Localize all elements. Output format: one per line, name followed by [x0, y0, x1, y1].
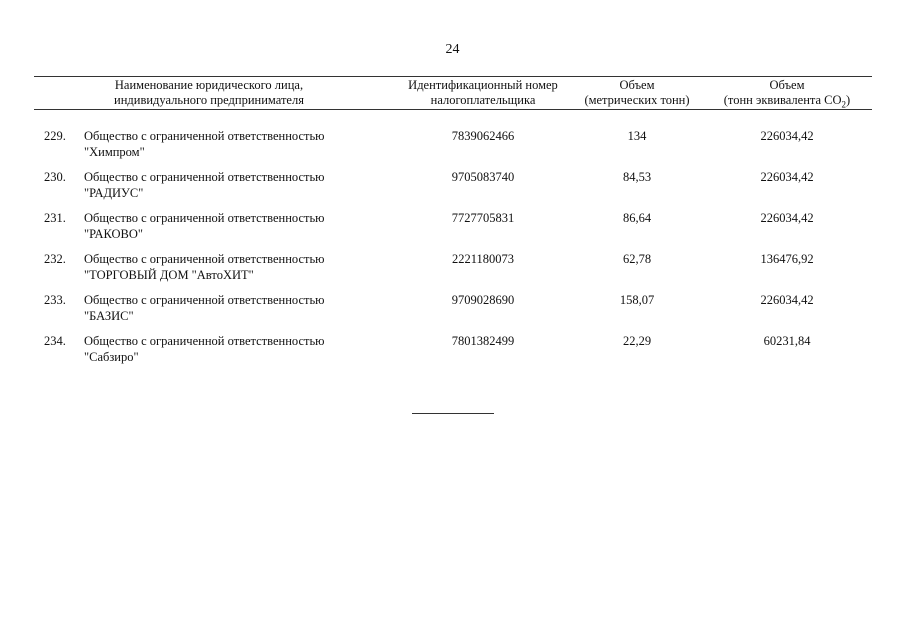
row-inn: 2221180073 — [451, 252, 515, 266]
header-co2-suffix: ) — [846, 93, 851, 107]
header-co2-line1: Объем — [769, 78, 805, 92]
row-volume: 158,07 — [619, 293, 655, 307]
row-volume: 22,29 — [622, 334, 652, 348]
row-co2: 226034,42 — [760, 293, 814, 307]
header-name-line2: индивидуального предпринимателя — [114, 93, 304, 107]
row-inn: 7839062466 — [451, 129, 515, 143]
row-number: 231. — [44, 211, 66, 225]
row-co2: 226034,42 — [760, 129, 814, 143]
row-co2: 60231,84 — [763, 334, 811, 348]
header-co2-prefix: (тонн эквивалента CO — [723, 93, 842, 107]
registry-table — [34, 76, 872, 374]
row-volume: 86,64 — [622, 211, 652, 225]
table-row — [34, 169, 872, 210]
row-entity-name-line1: Общество с ограниченной ответственностью — [84, 211, 325, 225]
header-volume-line1: Объем — [619, 78, 655, 92]
row-number: 234. — [44, 334, 66, 348]
table-row — [34, 333, 872, 374]
header-co2-line2 — [706, 93, 868, 113]
row-entity-name — [84, 333, 384, 365]
row-entity-name-line2: "РАДИУС" — [84, 186, 144, 200]
row-volume: 134 — [627, 129, 647, 143]
row-entity-name-line2: "ТОРГОВЫЙ ДОМ "АвтоХИТ" — [84, 268, 254, 282]
row-entity-name-line1: Общество с ограниченной ответственностью — [84, 293, 325, 307]
row-entity-name-line2: "Сабзиро" — [84, 350, 139, 364]
row-entity-name — [84, 169, 384, 201]
row-entity-name-line1: Общество с ограниченной ответственностью — [84, 334, 325, 348]
row-entity-name-line2: "БАЗИС" — [84, 309, 134, 323]
row-co2: 226034,42 — [760, 211, 814, 225]
header-volume-line2: (метрических тонн) — [584, 93, 690, 107]
header-volume — [575, 78, 699, 108]
table-header — [34, 76, 872, 110]
row-number: 229. — [44, 129, 66, 143]
row-number: 232. — [44, 252, 66, 266]
header-co2-subscript: 2 — [841, 99, 847, 110]
row-entity-name-line1: Общество с ограниченной ответственностью — [84, 129, 325, 143]
header-co2 — [706, 78, 868, 113]
table-row — [34, 251, 872, 292]
row-entity-name-line1: Общество с ограниченной ответственностью — [84, 252, 325, 266]
row-entity-name-line1: Общество с ограниченной ответственностью — [84, 170, 325, 184]
header-name — [84, 78, 334, 108]
row-co2: 226034,42 — [760, 170, 814, 184]
header-inn-line2: налогоплательщика — [430, 93, 536, 107]
footer-rule — [412, 413, 494, 414]
row-inn: 9709028690 — [451, 293, 515, 307]
row-inn: 7727705831 — [451, 211, 515, 225]
row-volume: 84,53 — [622, 170, 652, 184]
row-co2: 136476,92 — [760, 252, 814, 266]
table-row — [34, 210, 872, 251]
header-inn-line1: Идентификационный номер — [408, 78, 558, 92]
table-row — [34, 292, 872, 333]
row-number: 230. — [44, 170, 66, 184]
row-number: 233. — [44, 293, 66, 307]
row-entity-name — [84, 292, 384, 324]
page-number: 24 — [445, 42, 460, 57]
row-inn: 7801382499 — [451, 334, 515, 348]
row-entity-name — [84, 128, 384, 160]
row-entity-name-line2: "Химпром" — [84, 145, 145, 159]
row-entity-name — [84, 251, 384, 283]
header-inn — [394, 78, 572, 108]
row-volume: 62,78 — [622, 252, 652, 266]
row-entity-name — [84, 210, 384, 242]
row-inn: 9705083740 — [451, 170, 515, 184]
header-name-line1: Наименование юридического лица, — [114, 78, 304, 92]
row-entity-name-line2: "РАКОВО" — [84, 227, 144, 241]
table-row — [34, 128, 872, 169]
table-body — [34, 110, 872, 374]
